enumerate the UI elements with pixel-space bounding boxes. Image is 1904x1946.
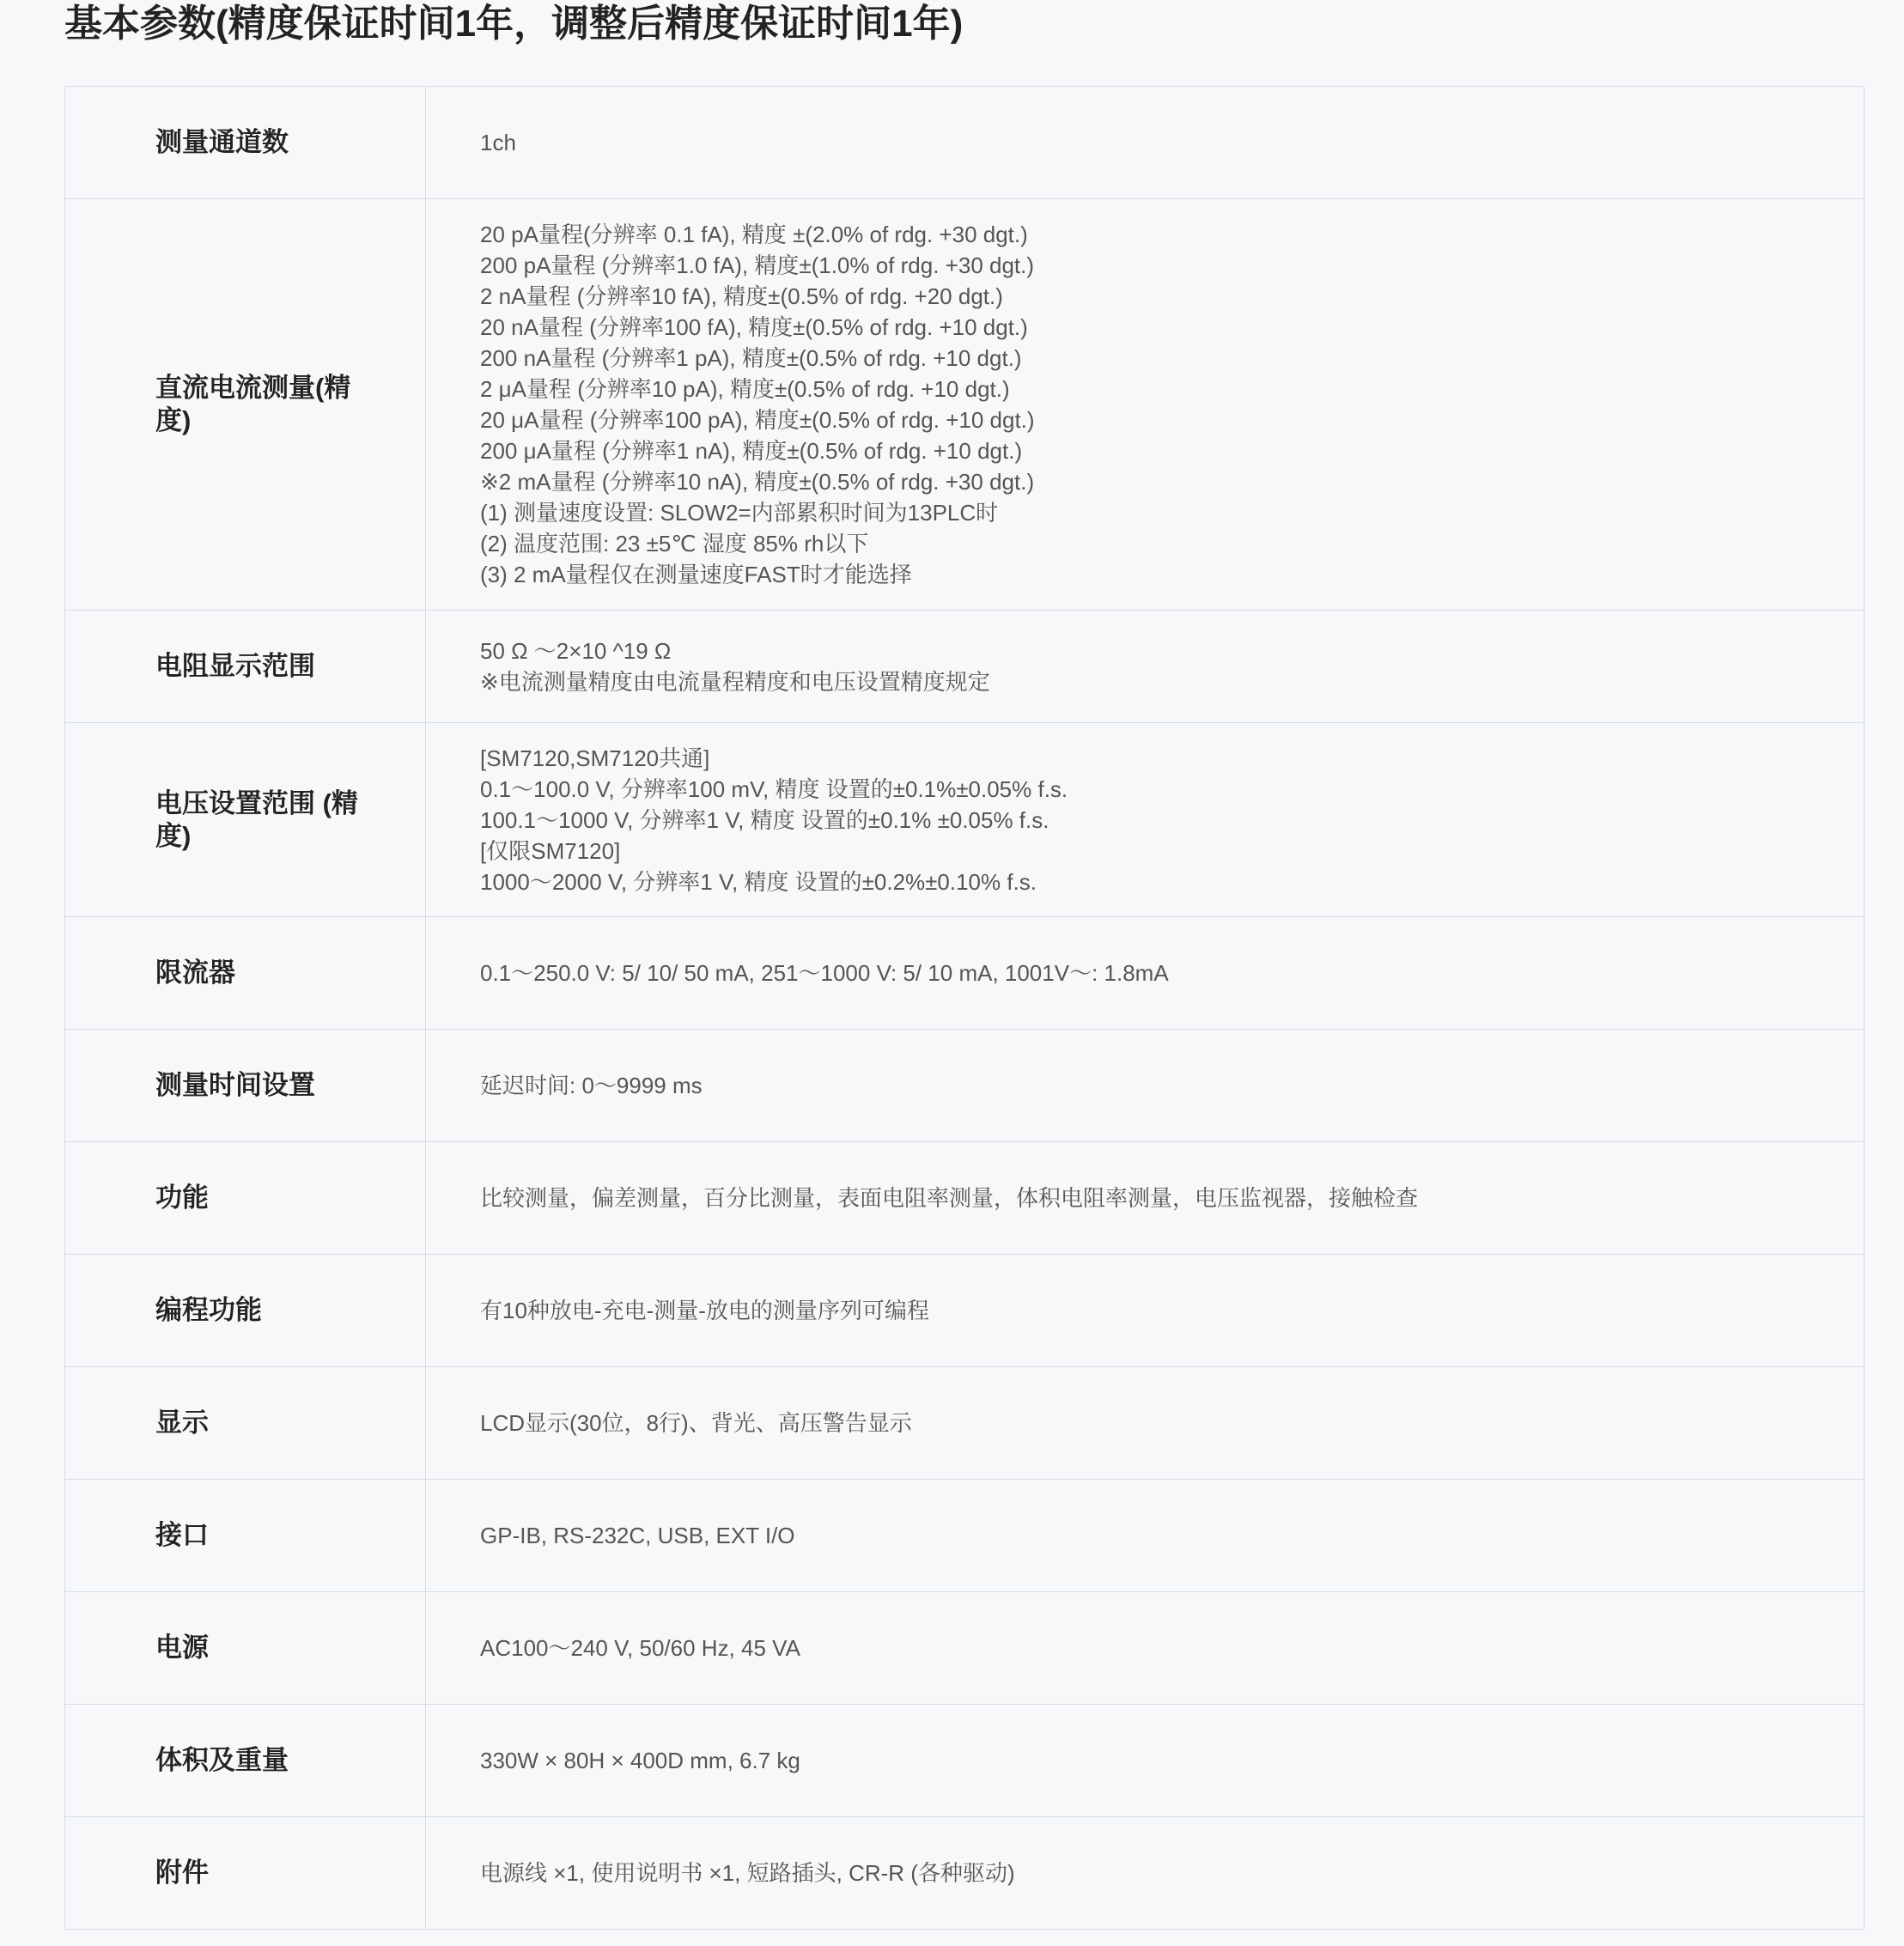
spec-value-line: 0.1～250.0 V: 5/ 10/ 50 mA, 251～1000 V: 5/ 10 mA, 1001V～: 1.8mA — [480, 960, 1169, 986]
spec-table — [64, 86, 1864, 1930]
spec-label: 接口 — [65, 1480, 426, 1592]
spec-label: 测量通道数 — [65, 87, 426, 199]
spec-label: 测量时间设置 — [65, 1030, 426, 1142]
spec-label: 体积及重量 — [65, 1705, 426, 1817]
spec-value-line: [仅限SM7120] — [480, 837, 621, 864]
spec-value-line: 2 μA量程 (分辨率10 pA), 精度±(0.5% of rdg. +10 dgt.) — [480, 376, 1010, 402]
spec-row-programming — [65, 1255, 1864, 1367]
spec-value-line: 有10种放电-充电-测量-放电的测量序列可编程 — [480, 1298, 929, 1323]
spec-value-line: 50 Ω ～2×10 ^19 Ω — [480, 638, 672, 664]
spec-row-power — [65, 1592, 1864, 1705]
spec-value — [426, 917, 1864, 1030]
spec-value-line: (3) 2 mA量程仅在测量速度FAST时才能选择 — [480, 562, 912, 587]
spec-value-line: 1000～2000 V, 分辨率1 V, 精度 设置的±0.2%±0.10% f.s. — [480, 868, 1037, 895]
spec-label: 附件 — [65, 1817, 426, 1930]
spec-value-line: 20 pA量程(分辨率 0.1 fA), 精度 ±(2.0% of rdg. +30 dgt.) — [480, 222, 1028, 247]
spec-value-line: ※电流测量精度由电流量程精度和电压设置精度规定 — [480, 669, 990, 695]
spec-value-line: 20 nA量程 (分辨率100 fA), 精度±(0.5% of rdg. +10 dgt.) — [480, 314, 1028, 340]
spec-value — [426, 1030, 1864, 1142]
spec-value — [426, 1480, 1864, 1592]
spec-value-line: (2) 温度范围: 23 ±5℃ 湿度 85% rh以下 — [480, 531, 869, 556]
spec-row-display — [65, 1367, 1864, 1480]
spec-value-line: 比较测量，偏差测量，百分比测量，表面电阻率测量，体积电阻率测量，电压监视器，接触检查 — [480, 1185, 1419, 1211]
spec-value-line: 1ch — [480, 130, 516, 155]
spec-row-interface — [65, 1480, 1864, 1592]
spec-value — [426, 723, 1864, 917]
spec-row-resistance-range — [65, 611, 1864, 723]
spec-row-channels — [65, 87, 1864, 199]
spec-value — [426, 611, 1864, 723]
spec-row-current-limiter — [65, 917, 1864, 1030]
spec-value — [426, 1142, 1864, 1255]
spec-label: 电阻显示范围 — [65, 611, 426, 723]
spec-value-line: 延迟时间: 0～9999 ms — [480, 1073, 703, 1098]
spec-row-voltage-range — [65, 723, 1864, 917]
spec-label: 直流电流测量(精度) — [65, 199, 426, 611]
spec-value-line: 200 nA量程 (分辨率1 pA), 精度±(0.5% of rdg. +10 dgt.) — [480, 345, 1022, 371]
spec-value-line: (1) 测量速度设置: SLOW2=内部累积时间为13PLC时 — [480, 500, 999, 526]
spec-row-dimensions — [65, 1705, 1864, 1817]
spec-value-line: 100.1～1000 V, 分辨率1 V, 精度 设置的±0.1% ±0.05% f.s. — [480, 806, 1049, 833]
spec-value-line: 0.1～100.0 V, 分辨率100 mV, 精度 设置的±0.1%±0.05% f.s. — [480, 775, 1068, 802]
page-title: 基本参数(精度保证时间1年，调整后精度保证时间1年) — [64, 3, 964, 45]
spec-value — [426, 1705, 1864, 1817]
spec-label: 限流器 — [65, 917, 426, 1030]
spec-value — [426, 1817, 1864, 1930]
spec-value-line: [SM7120,SM7120共通] — [480, 745, 710, 771]
spec-row-functions — [65, 1142, 1864, 1255]
spec-value-line: 20 μA量程 (分辨率100 pA), 精度±(0.5% of rdg. +10 dgt.) — [480, 407, 1035, 433]
spec-label: 编程功能 — [65, 1255, 426, 1367]
spec-value-line: ※2 mA量程 (分辨率10 nA), 精度±(0.5% of rdg. +30 dgt.) — [480, 469, 1035, 495]
spec-label: 显示 — [65, 1367, 426, 1480]
spec-value — [426, 199, 1864, 611]
spec-row-dc-current — [65, 199, 1864, 611]
spec-value — [426, 1367, 1864, 1480]
spec-value-line: GP-IB, RS-232C, USB, EXT I/O — [480, 1523, 795, 1548]
spec-value-line: 330W × 80H × 400D mm, 6.7 kg — [480, 1748, 800, 1773]
spec-value — [426, 87, 1864, 199]
spec-value-line: 电源线 ×1, 使用说明书 ×1, 短路插头, CR-R (各种驱动) — [480, 1860, 1015, 1886]
spec-label: 电源 — [65, 1592, 426, 1705]
spec-value — [426, 1255, 1864, 1367]
spec-value-line: 200 pA量程 (分辨率1.0 fA), 精度±(1.0% of rdg. +30 dgt.) — [480, 252, 1035, 278]
spec-label: 功能 — [65, 1142, 426, 1255]
spec-value-line: AC100～240 V, 50/60 Hz, 45 VA — [480, 1635, 800, 1661]
spec-row-measure-time — [65, 1030, 1864, 1142]
spec-value-line: 200 μA量程 (分辨率1 nA), 精度±(0.5% of rdg. +10 dgt.) — [480, 438, 1023, 464]
spec-value-line: 2 nA量程 (分辨率10 fA), 精度±(0.5% of rdg. +20 dgt.) — [480, 283, 1003, 309]
spec-value-line: LCD显示(30位，8行)、背光、高压警告显示 — [480, 1410, 912, 1436]
spec-value — [426, 1592, 1864, 1705]
spec-label: 电压设置范围 (精度) — [65, 723, 426, 917]
spec-row-accessories — [65, 1817, 1864, 1930]
